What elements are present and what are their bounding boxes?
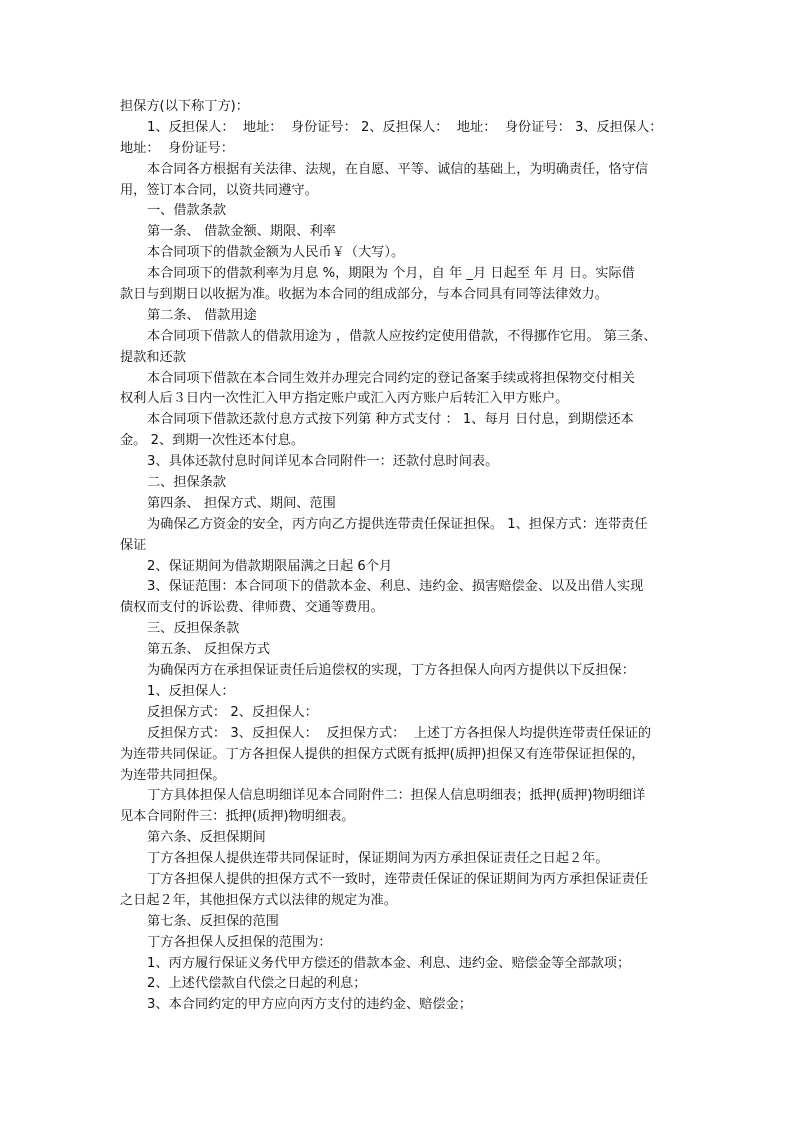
text-line: 之日起２年，其他担保方式以法律的规定为准。 [120, 892, 397, 908]
text-line: 第七条、反担保的范围 [147, 913, 279, 929]
text-line: 第二条、 借款用途 [147, 307, 257, 323]
text-line: 丁方各担保人提供连带共同保证时，保证期间为丙方承担保证责任之日起２年。 [147, 851, 609, 867]
text-line: 反担保方式： 2、反担保人： [147, 704, 318, 720]
text-line: 为确保乙方资金的安全，丙方向乙方提供连带责任保证担保。 1、担保方式：连带责任 [147, 516, 648, 532]
text-line: 用，签订本合同，以资共同遵守。 [120, 182, 318, 198]
text-line: 第六条、反担保期间 [147, 830, 266, 846]
text-line: 本合同项下借款还款付息方式按下列第 种方式支付 ： 1、每月 日付息，到期偿还本 [147, 412, 634, 428]
text-line: 2、上述代偿款自代偿之日起的利息； [147, 976, 367, 992]
text-line: 为连带共同担保。 [120, 767, 226, 783]
document-body [120, 97, 680, 1016]
text-line: 提款和还款 [120, 349, 186, 365]
text-line: 丁方各担保人反担保的范围为： [147, 934, 332, 950]
text-line: 权利人后３日内一次性汇入甲方指定账户或汇入丙方账户后转汇入甲方账户。 [120, 391, 569, 407]
text-line: 2、保证期间为借款期限届满之日起 6个月 [147, 558, 393, 574]
text-line: 为连带共同保证。丁方各担保人提供的担保方式既有抵押(质押)担保又有连带保证担保的， [120, 746, 645, 762]
text-line: 本合同项下借款在本合同生效并办理完合同约定的登记备案手续或将担保物交付相关 [147, 370, 635, 386]
text-line: 见本合同附件三：抵押(质押)物明细表。 [120, 809, 355, 825]
text-line: 二、担保条款 [147, 475, 227, 491]
text-line: 1、反担保人： [147, 683, 235, 699]
text-line: 1、丙方履行保证义务代甲方偿还的借款本金、利息、违约金、赔偿金等全部款项； [147, 955, 631, 971]
text-line: 3、保证范围：本合同项下的借款本金、利息、违约金、损害赔偿金、以及出借人实现 [147, 579, 644, 595]
text-line: 本合同项下的借款利率为月息 %，期限为 个月，自 年 _月 日起至 年 月 日。实际借 [147, 266, 635, 282]
text-line: 本合同各方根据有关法律、法规，在自愿、平等、诚信的基础上，为明确责任，恪守信 [147, 161, 649, 177]
text-line: 第一条、 借款金额、期限、利率 [147, 224, 336, 240]
text-line: 保证 [120, 537, 147, 553]
text-line: 款日与到期日以收据为准。收据为本合同的组成部分，与本合同具有同等法律效力。 [120, 287, 608, 303]
text-line: 担保方(以下称丁方)： [120, 99, 249, 114]
text-line: 反担保方式： 3、反担保人： 反担保方式： 上述丁方各担保人均提供连带责任保证的 [147, 725, 652, 741]
text-line: 为确保丙方在承担保证责任后追偿权的实现，丁方各担保人向丙方提供以下反担保： [147, 663, 635, 679]
text-line: 丁方各担保人提供的担保方式不一致时，连带责任保证的保证期间为丙方承担保证责任 [147, 871, 649, 887]
text-line: 债权而支付的诉讼费、律师费、交通等费用。 [120, 600, 384, 616]
text-line: 金。 2、到期一次性还本付息。 [120, 433, 305, 449]
text-line: 3、具体还款付息时间详见本合同附件一：还款付息时间表。 [147, 454, 499, 470]
text-line: 一、借款条款 [147, 203, 227, 219]
text-line: 本合同项下借款人的借款用途为 ，借款人应按约定使用借款，不得挪作它用。 第三条、 [147, 328, 657, 344]
text-line: 3、本合同约定的甲方应向丙方支付的违约金、赔偿金； [147, 997, 472, 1013]
text-line: 本合同项下的借款金额为人民币￥（大写）。 [147, 245, 405, 261]
text-line: 丁方具体担保人信息明细详见本合同附件二：担保人信息明细表；抵押(质押)物明细详 [147, 788, 646, 804]
text-line: 三、反担保条款 [147, 621, 240, 637]
text-line: 1、反担保人： 地址： 身份证号： 2、反担保人： 地址： 身份证号： 3、反担保人： [147, 119, 663, 135]
text-line: 第四条、 担保方式、期间、范围 [147, 495, 336, 511]
text-line: 地址： 身份证号： [120, 140, 234, 156]
text-line: 第五条、 反担保方式 [147, 642, 270, 658]
